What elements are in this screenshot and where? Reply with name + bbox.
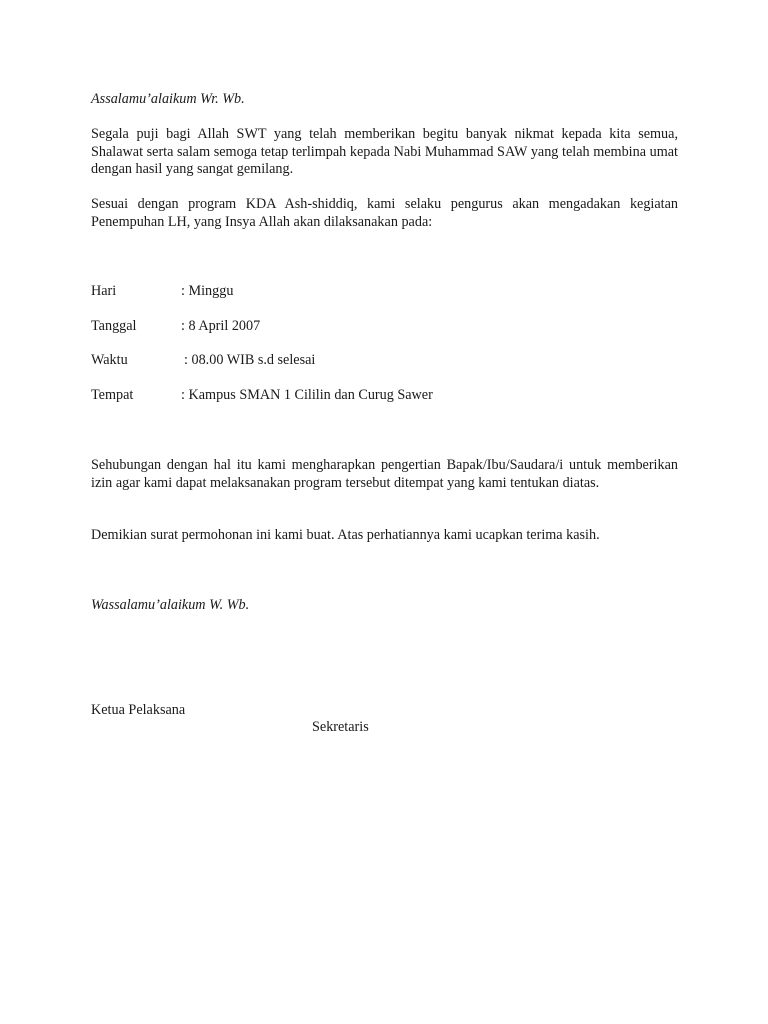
opening-paragraph: Segala puji bagi Allah SWT yang telah memberikan begitu banyak nikmat kepada kita semua, Shalawat serta salam semoga tetap terlimpah kepada Nabi Muhammad SAW yang telah membina umat dengan hasil yang sangat gemilang. <box>91 126 678 177</box>
closing-greeting: Wassalamu’alaikum W. Wb. <box>91 597 250 613</box>
detail-row-time <box>91 352 611 370</box>
greeting: Assalamu’alaikum Wr. Wb. <box>91 91 245 107</box>
detail-value: : 8 April 2007 <box>181 318 261 334</box>
signature-left-title: Ketua Pelaksana <box>91 702 186 718</box>
detail-value: : Minggu <box>181 283 234 299</box>
detail-value: : 08.00 WIB s.d selesai <box>184 352 316 368</box>
detail-label: Waktu <box>91 352 128 368</box>
detail-value: : Kampus SMAN 1 Cililin dan Curug Sawer <box>181 387 433 403</box>
program-paragraph: Sesuai dengan program KDA Ash-shiddiq, kami selaku pengurus akan mengadakan kegiatan Penempuhan LH, yang Insya Allah akan dilaksanakan pada: <box>91 196 678 230</box>
closing-paragraph: Demikian surat permohonan ini kami buat. Atas perhatiannya kami ucapkan terima kasih. <box>91 527 600 543</box>
detail-label: Tanggal <box>91 318 137 334</box>
signature-right-title: Sekretaris <box>312 719 369 735</box>
detail-row-day <box>91 283 611 301</box>
request-paragraph: Sehubungan dengan hal itu kami mengharapkan pengertian Bapak/Ibu/Saudara/i untuk memberikan izin agar kami dapat melaksanakan program tersebut ditempat yang kami tentukan diatas. <box>91 457 678 491</box>
detail-row-date <box>91 318 611 336</box>
detail-label: Tempat <box>91 387 134 403</box>
detail-row-place <box>91 387 611 405</box>
detail-label: Hari <box>91 283 117 299</box>
